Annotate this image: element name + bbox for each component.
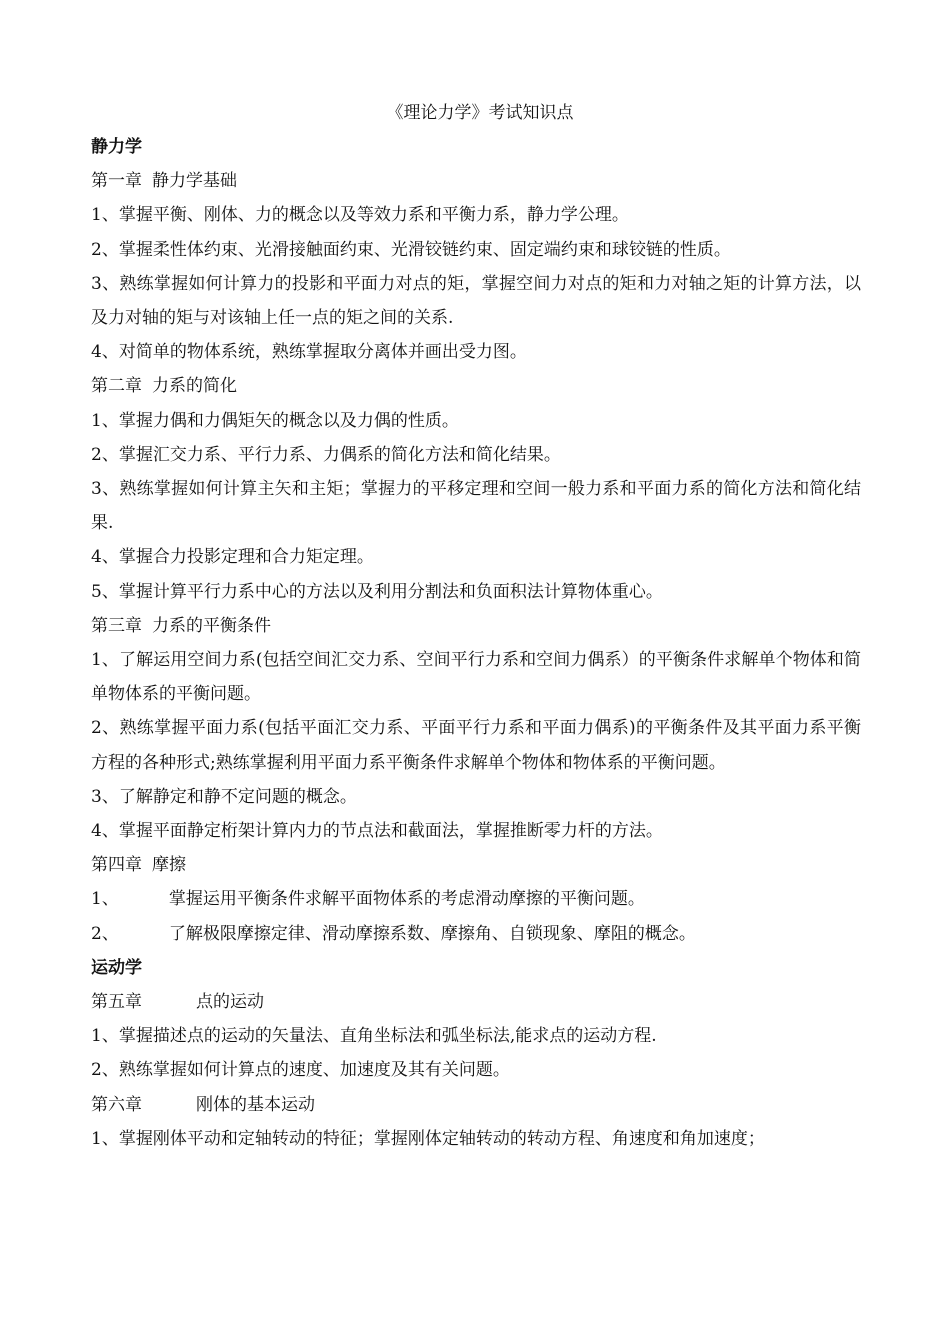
chapter-heading [91,369,861,403]
chapter-title: 点的运动 [196,992,264,1013]
chapter-heading [91,848,861,882]
chapter-number: 第五章 [91,992,142,1013]
document-title: 《理论力学》考试知识点 [386,103,574,123]
section-heading: 运动学 [91,957,142,978]
list-item: 1、掌握力偶和力偶矩矢的概念以及力偶的性质。 [91,410,459,431]
chapter-heading [91,164,861,198]
list-item: 3、熟练掌握如何计算力的投影和平面力对点的矩，掌握空间力对点的矩和力对轴之矩的计算方法，以及力对轴的矩与对该轴上任一点的矩之间的关系. [91,273,861,329]
list-item: 1、掌握刚体平动和定轴转动的特征；掌握刚体定轴转动的转动方程、角速度和角加速度； [91,1128,765,1149]
chapter-number: 第四章 [91,855,142,876]
list-item: 1、掌握平衡、刚体、力的概念以及等效力系和平衡力系，静力学公理。 [91,205,629,226]
list-item: 4、掌握平面静定桁架计算内力的节点法和截面法，掌握推断零力杆的方法。 [91,821,663,842]
chapter-heading [91,985,861,1019]
document-page [91,96,861,1156]
list-item: 5、掌握计算平行力系中心的方法以及利用分割法和负面积法计算物体重心。 [91,581,663,602]
chapter-title: 摩擦 [152,855,186,876]
list-item-text: 了解极限摩擦定律、滑动摩擦系数、摩擦角、自锁现象、摩阻的概念。 [168,923,696,944]
list-item: 2、熟练掌握平面力系(包括平面汇交力系、平面平行力系和平面力偶系)的平衡条件及其平面力系平衡方程的各种形式;熟练掌握利用平面力系平衡条件求解单个物体和物体系的平衡问题。 [91,718,861,773]
list-item-number: 2、 [91,923,119,944]
chapter-heading [91,609,861,643]
list-item: 3、熟练掌握如何计算主矢和主矩；掌握力的平移定理和空间一般力系和平面力系的简化方法和简化结果. [91,479,861,534]
chapter-title: 静力学基础 [152,171,237,192]
chapter-title: 力系的平衡条件 [152,615,271,636]
list-item: 3、了解静定和静不定问题的概念。 [91,786,357,807]
list-item-number: 1、 [91,889,119,910]
list-item: 1、掌握描述点的运动的矢量法、直角坐标法和弧坐标法,能求点的运动方程. [91,1026,657,1047]
list-item: 2、掌握汇交力系、平行力系、力偶系的简化方法和简化结果。 [91,444,561,465]
list-item: 4、对简单的物体系统，熟练掌握取分离体并画出受力图。 [91,342,527,363]
section-heading: 静力学 [91,137,142,157]
list-item: 2、熟练掌握如何计算点的速度、加速度及其有关问题。 [91,1060,510,1081]
chapter-number: 第一章 [91,171,142,192]
list-item [91,882,861,916]
chapter-number: 第三章 [91,615,142,636]
list-item: 2、掌握柔性体约束、光滑接触面约束、光滑铰链约束、固定端约束和球铰链的性质。 [91,239,731,260]
chapter-title: 刚体的基本运动 [196,1094,315,1115]
list-item [91,917,861,951]
chapter-title: 力系的简化 [152,376,237,397]
chapter-number: 第二章 [91,376,142,397]
list-item: 4、掌握合力投影定理和合力矩定理。 [91,547,374,568]
chapter-number: 第六章 [91,1094,142,1115]
list-item: 1、了解运用空间力系(包括空间汇交力系、空间平行力系和空间力偶系）的平衡条件求解单个物体和简单物体系的平衡问题。 [91,650,861,705]
document-body [91,130,861,1156]
list-item-text: 掌握运用平衡条件求解平面物体系的考虑滑动摩擦的平衡问题。 [168,889,645,910]
chapter-heading [91,1088,861,1122]
